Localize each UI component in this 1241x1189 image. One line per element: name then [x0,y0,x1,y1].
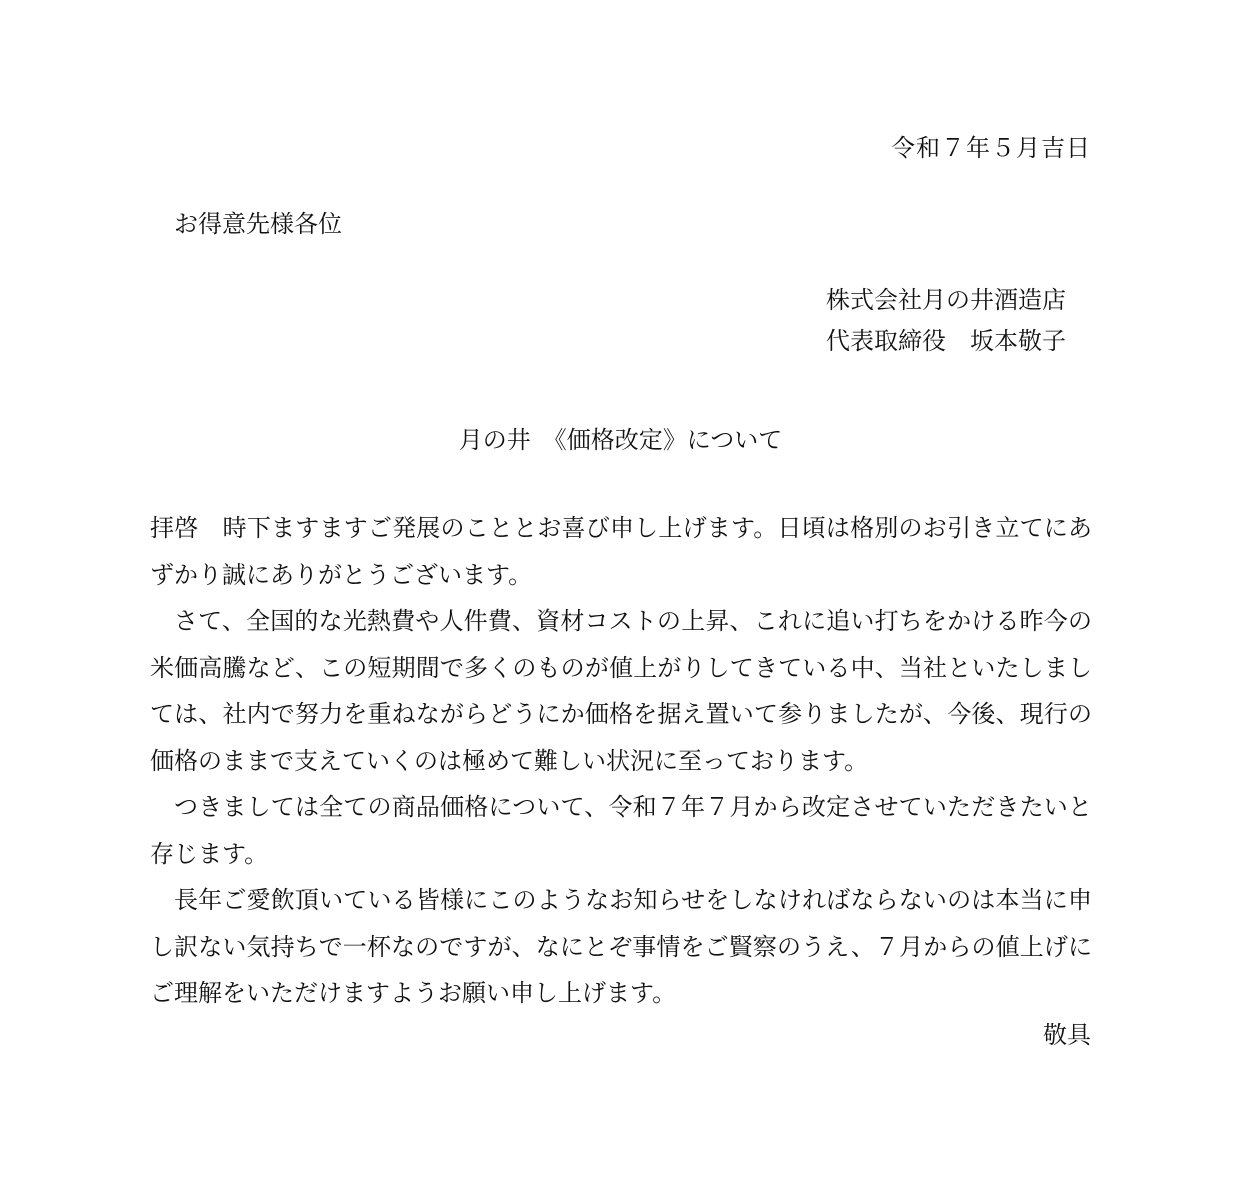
letter-body [150,505,1092,1017]
paragraph-background: さて、全国的な光熱費や人件費、資材コストの上昇、これに追い打ちをかける昨今の米価高騰など、この短期間で多くのものが値上がりしてきている中、当社といたしましては、社内で努力を重ねながらどうにか価格を据え置いて参りましたが、今後、現行の価格のままで支えていくのは極めて難しい状況に至っております。 [150,607,1092,775]
sender-representative: 代表取締役 坂本敬子 [826,327,1066,355]
paragraph-announcement: つきましては全ての商品価格について、令和７年７月から改定させていただきたいと存じます。 [150,793,1092,868]
letter-date: 令和７年５月吉日 [891,134,1091,162]
paragraph-greeting: 拝啓 時下ますますご発展のこととお喜び申し上げます。日頃は格別のお引き立てにあずかり誠にありがとうございます。 [150,514,1092,589]
sender-company: 株式会社月の井酒造店 [826,286,1066,314]
sender-block [826,280,1066,362]
paragraph-request: 長年ご愛飲頂いている皆様にこのようなお知らせをしなければならないのは本当に申し訳ない気持ちで一杯なのですが、なにとぞ事情をご賢察のうえ、７月からの値上げにご理解をいただけますようお願い申し上げます。 [150,886,1092,1007]
letter-closing: 敬具 [1043,1021,1091,1049]
letter-subject: 月の井 《価格改定》について [458,426,783,454]
addressee: お得意先様各位 [174,210,342,238]
